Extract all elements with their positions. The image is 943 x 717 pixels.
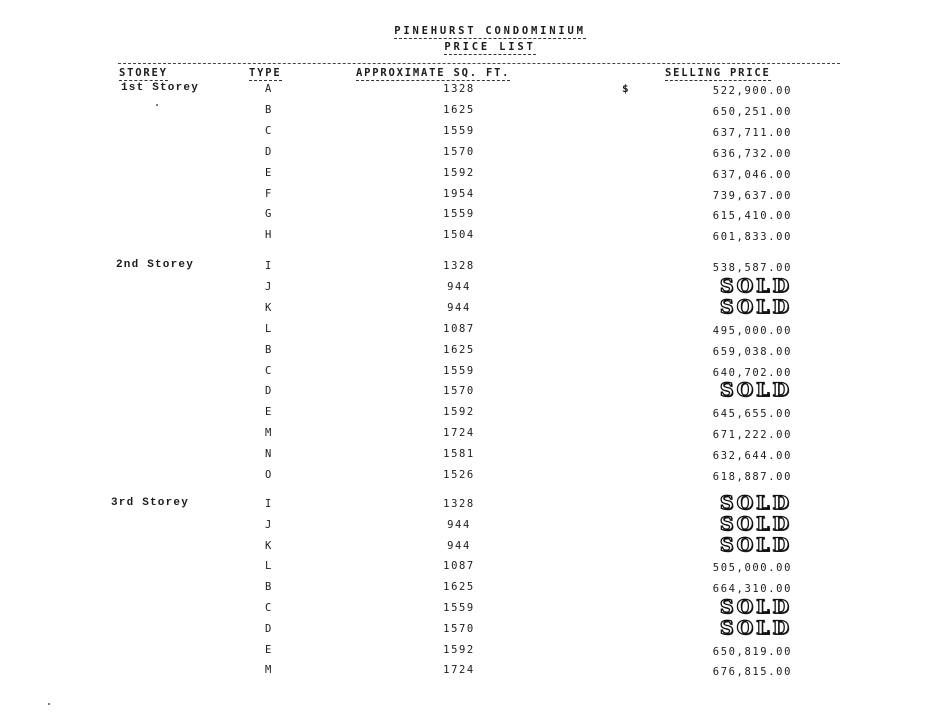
- header-rule: [118, 63, 840, 64]
- document-title: PINEHURST CONDOMINIUM: [394, 25, 586, 37]
- price-cell: 505,000.00: [712, 562, 792, 575]
- sqft-cell: 944: [447, 280, 471, 293]
- price-cell: 645,655.00: [712, 408, 792, 421]
- sold-stamp: SOLD: [719, 533, 792, 556]
- type-cell: C: [265, 364, 273, 377]
- price-cell: 676,815.00: [712, 666, 792, 679]
- sqft-cell: 1625: [443, 581, 475, 594]
- sqft-cell: 1592: [443, 643, 475, 656]
- type-cell: N: [265, 448, 273, 461]
- storey-label: 1st Storey: [121, 82, 200, 94]
- type-cell: B: [265, 343, 273, 356]
- price-cell: 632,644.00: [712, 450, 792, 463]
- type-cell: F: [265, 187, 273, 200]
- type-cell: K: [265, 301, 273, 314]
- type-cell: M: [265, 427, 273, 440]
- storey-label: 2nd Storey: [116, 259, 195, 271]
- document-subtitle: PRICE LIST: [444, 41, 536, 53]
- sold-stamp: SOLD: [719, 379, 792, 402]
- sqft-cell: 1328: [443, 498, 475, 510]
- type-cell: E: [265, 166, 273, 179]
- sqft-cell: 1328: [443, 260, 475, 272]
- sqft-cell: 1724: [443, 664, 475, 677]
- price-cell: 636,732.00: [712, 147, 792, 160]
- column-header-storey: STOREY: [119, 67, 168, 79]
- type-cell: B: [265, 581, 273, 594]
- price-cell: 739,637.00: [712, 189, 792, 202]
- type-cell: L: [265, 322, 273, 335]
- scan-speck: [48, 703, 50, 705]
- scan-speck: [156, 104, 158, 106]
- sqft-cell: 1570: [443, 622, 475, 635]
- type-cell: D: [265, 145, 273, 158]
- sqft-cell: 1559: [443, 208, 475, 221]
- sold-stamp: SOLD: [719, 295, 792, 318]
- price-cell: 650,819.00: [712, 645, 792, 658]
- type-cell: A: [265, 83, 273, 95]
- type-cell: G: [265, 208, 273, 221]
- type-cell: B: [265, 103, 273, 116]
- price-cell: 664,310.00: [712, 583, 792, 596]
- sqft-cell: 1087: [443, 322, 475, 335]
- sqft-cell: 1570: [443, 145, 475, 158]
- sqft-cell: 1559: [443, 124, 475, 137]
- price-cell: 640,702.00: [712, 366, 792, 379]
- sold-stamp: SOLD: [719, 596, 792, 618]
- sqft-cell: 1625: [443, 343, 475, 356]
- type-cell: O: [265, 469, 273, 481]
- type-cell: H: [265, 229, 273, 242]
- sqft-cell: 1526: [443, 469, 475, 481]
- column-header-sqft: APPROXIMATE SQ. FT.: [356, 67, 511, 79]
- type-cell: I: [265, 498, 273, 510]
- price-cell: 615,410.00: [712, 210, 792, 223]
- type-cell: J: [265, 280, 273, 293]
- price-cell: 637,046.00: [712, 168, 792, 181]
- sold-stamp: SOLD: [719, 274, 792, 297]
- sqft-cell: 1087: [443, 560, 475, 573]
- sqft-cell: 1559: [443, 364, 475, 377]
- price-cell: 522,900.00: [712, 85, 792, 97]
- price-cell: 637,711.00: [712, 126, 792, 139]
- column-header-price: SELLING PRICE: [665, 67, 771, 79]
- type-cell: D: [265, 385, 273, 398]
- sqft-cell: 944: [447, 301, 471, 314]
- type-cell: M: [265, 664, 273, 677]
- price-cell: 538,587.00: [712, 262, 792, 274]
- price-cell: 601,833.00: [712, 231, 792, 244]
- column-header-type: TYPE: [249, 67, 282, 79]
- price-cell: 618,887.00: [712, 471, 792, 483]
- type-cell: K: [265, 539, 273, 552]
- sold-stamp: SOLD: [719, 492, 792, 514]
- type-cell: I: [265, 260, 273, 272]
- sqft-cell: 1592: [443, 166, 475, 179]
- type-cell: E: [265, 643, 273, 656]
- type-cell: C: [265, 602, 273, 614]
- sqft-cell: 1625: [443, 103, 475, 116]
- sqft-cell: 1504: [443, 229, 475, 242]
- sold-stamp: SOLD: [719, 512, 792, 535]
- sqft-cell: 1559: [443, 602, 475, 614]
- sqft-cell: 1724: [443, 427, 475, 440]
- price-cell: 495,000.00: [712, 324, 792, 337]
- storey-label: 3rd Storey: [111, 497, 190, 509]
- type-cell: E: [265, 406, 273, 419]
- type-cell: C: [265, 124, 273, 137]
- price-cell: 650,251.00: [712, 105, 792, 118]
- type-cell: L: [265, 560, 273, 573]
- price-cell: 671,222.00: [712, 429, 792, 442]
- sqft-cell: 1570: [443, 385, 475, 398]
- sold-stamp: SOLD: [719, 616, 792, 639]
- price-cell: 659,038.00: [712, 345, 792, 358]
- sqft-cell: 1954: [443, 187, 475, 200]
- sqft-cell: 1581: [443, 448, 475, 461]
- sqft-cell: 944: [447, 518, 471, 531]
- sqft-cell: 1592: [443, 406, 475, 419]
- currency-symbol: $: [622, 82, 629, 95]
- type-cell: D: [265, 622, 273, 635]
- sqft-cell: 1328: [443, 83, 475, 95]
- type-cell: J: [265, 518, 273, 531]
- sqft-cell: 944: [447, 539, 471, 552]
